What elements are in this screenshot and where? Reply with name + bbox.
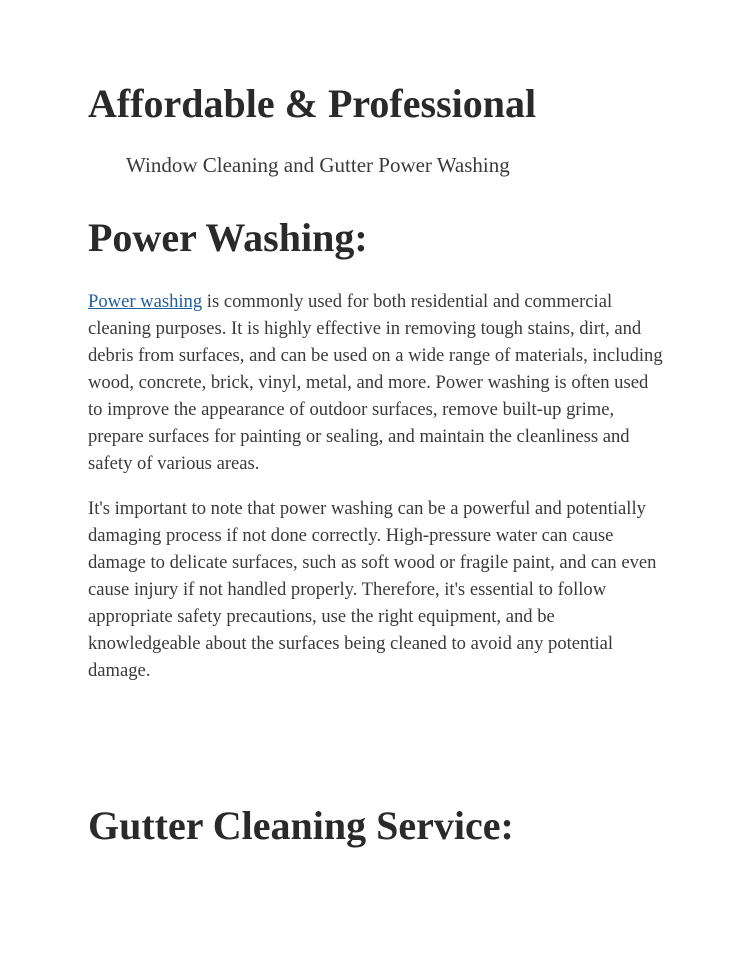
page-title: Affordable & Professional [88,81,537,126]
page-subtitle: Window Cleaning and Gutter Power Washing [126,153,510,177]
paragraph-1-text: is commonly used for both residential and commercial cleaning purposes. It is highly effective in removing tough stains, dirt, and debris from surfaces, and can be used on a wide range of materials, including wood, concrete, brick, vinyl, metal, and more. Power washing is often used to improve the appearance of outdoor surfaces, remove built-up grime, prepare surfaces for painting or sealing, and maintain the cleanliness and safety of various areas. [88,291,663,474]
power-washing-paragraph-1 [88,288,663,477]
power-washing-heading: Power Washing: [88,215,368,260]
power-washing-paragraph-2: It's important to note that power washing can be a powerful and potentially damaging process if not done correctly. High-pressure water can cause damage to delicate surfaces, such as soft wood or fragile paint, and can even cause injury if not handled properly. Therefore, it's essential to follow appropriate safety precautions, use the right equipment, and be knowledgeable about the surfaces being cleaned to avoid any potential damage. [88,498,657,681]
power-washing-link[interactable]: Power washing [88,291,203,312]
gutter-cleaning-heading: Gutter Cleaning Service: [88,803,514,848]
